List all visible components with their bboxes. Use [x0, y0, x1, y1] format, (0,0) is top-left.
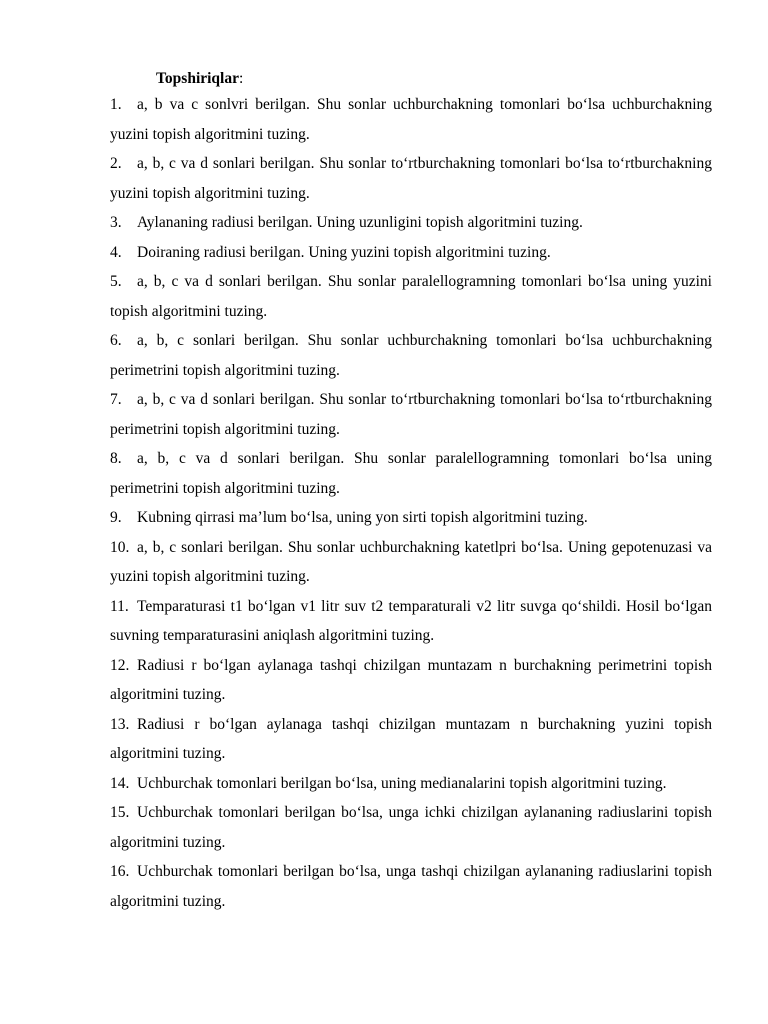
task-text: Aylananing radiusi berilgan. Uning uzunligini topish algoritmini tuzing. — [137, 214, 583, 231]
task-item-11 — [110, 592, 712, 651]
task-number: 15. — [110, 804, 130, 821]
task-number: 3. — [110, 214, 122, 231]
task-number: 4. — [110, 243, 122, 261]
task-number: 6. — [110, 332, 122, 349]
task-item-9 — [110, 503, 712, 533]
task-item-8 — [110, 444, 712, 503]
task-item-4 — [110, 238, 712, 268]
task-item-14 — [110, 769, 712, 799]
task-number: 8. — [110, 450, 122, 467]
task-number: 7. — [110, 391, 122, 408]
task-text: Doiraning radiusi berilgan. Uning yuzini topish algoritmini tuzing. — [137, 243, 551, 261]
heading-colon: : — [239, 70, 244, 87]
task-number: 16. — [110, 863, 130, 880]
task-text: Uchburchak tomonlari berilgan bo‘lsa, uning medianalarini topish algoritmini tuzing. — [137, 774, 667, 792]
section-heading — [156, 68, 712, 90]
task-text: Uchburchak tomonlari berilgan bo‘lsa, unga ichki chizilgan aylananing radiuslarini topish algoritmini tuzing. — [110, 804, 712, 851]
task-item-12 — [110, 651, 712, 710]
task-text: a, b, c sonlari berilgan. Shu sonlar uchburchakning katetlpri bo‘lsa. Uning gepotenuzasi va yuzini topish algoritmini tuzing. — [110, 538, 712, 585]
task-number: 5. — [110, 273, 122, 290]
task-text: Temparaturasi t1 bo‘lgan v1 litr suv t2 temparaturali v2 litr suvga qo‘shildi. Hosil bo‘lgan suvning temparaturasini aniqlash algoritmini tuzing. — [110, 597, 712, 644]
heading-title: Topshiriqlar — [156, 70, 239, 87]
task-number: 2. — [110, 155, 122, 172]
task-text: Kubning qirrasi ma’lum bo‘lsa, uning yon sirti topish algoritmini tuzing. — [137, 509, 588, 526]
task-item-16 — [110, 857, 712, 916]
task-item-3 — [110, 208, 712, 238]
task-text: a, b va c sonlvri berilgan. Shu sonlar uchburchakning tomonlari bo‘lsa uchburchakning yuzini topish algoritmini tuzing. — [110, 96, 712, 143]
task-number: 10. — [110, 538, 130, 556]
task-number: 11. — [110, 597, 129, 615]
task-number: 14. — [110, 774, 130, 792]
task-number: 9. — [110, 509, 122, 526]
task-item-2 — [110, 149, 712, 208]
task-item-13 — [110, 710, 712, 769]
task-item-1 — [110, 90, 712, 149]
task-number: 13. — [110, 715, 130, 733]
task-text: a, b, c va d sonlari berilgan. Shu sonlar to‘rtburchakning tomonlari bo‘lsa to‘rtburchakning yuzini topish algoritmini tuzing. — [110, 155, 712, 202]
task-text: Radiusi r bo‘lgan aylanaga tashqi chizilgan muntazam n burchakning yuzini topish algoritmini tuzing. — [110, 715, 712, 762]
task-number: 1. — [110, 96, 122, 113]
task-item-6 — [110, 326, 712, 385]
task-text: a, b, c va d sonlari berilgan. Shu sonlar paralellogramning tomonlari bo‘lsa uning perimetrini topish algoritmini tuzing. — [110, 450, 712, 497]
task-number: 12. — [110, 656, 130, 674]
task-text: a, b, c sonlari berilgan. Shu sonlar uchburchakning tomonlari bo‘lsa uchburchakning perimetrini topish algoritmini tuzing. — [110, 332, 712, 379]
task-text: a, b, c va d sonlari berilgan. Shu sonlar to‘rtburchakning tomonlari bo‘lsa to‘rtburchakning perimetrini topish algoritmini tuzing. — [110, 391, 712, 438]
task-item-7 — [110, 385, 712, 444]
task-text: Radiusi r bo‘lgan aylanaga tashqi chizilgan muntazam n burchakning perimetrini topish algoritmini tuzing. — [110, 656, 712, 703]
document-page — [110, 68, 712, 916]
task-item-15 — [110, 798, 712, 857]
task-item-5 — [110, 267, 712, 326]
task-text: Uchburchak tomonlari berilgan bo‘lsa, unga tashqi chizilgan aylananing radiuslarini topish algoritmini tuzing. — [110, 863, 712, 910]
task-item-10 — [110, 533, 712, 592]
task-text: a, b, c va d sonlari berilgan. Shu sonlar paralellogramning tomonlari bo‘lsa uning yuzini topish algoritmini tuzing. — [110, 273, 712, 320]
